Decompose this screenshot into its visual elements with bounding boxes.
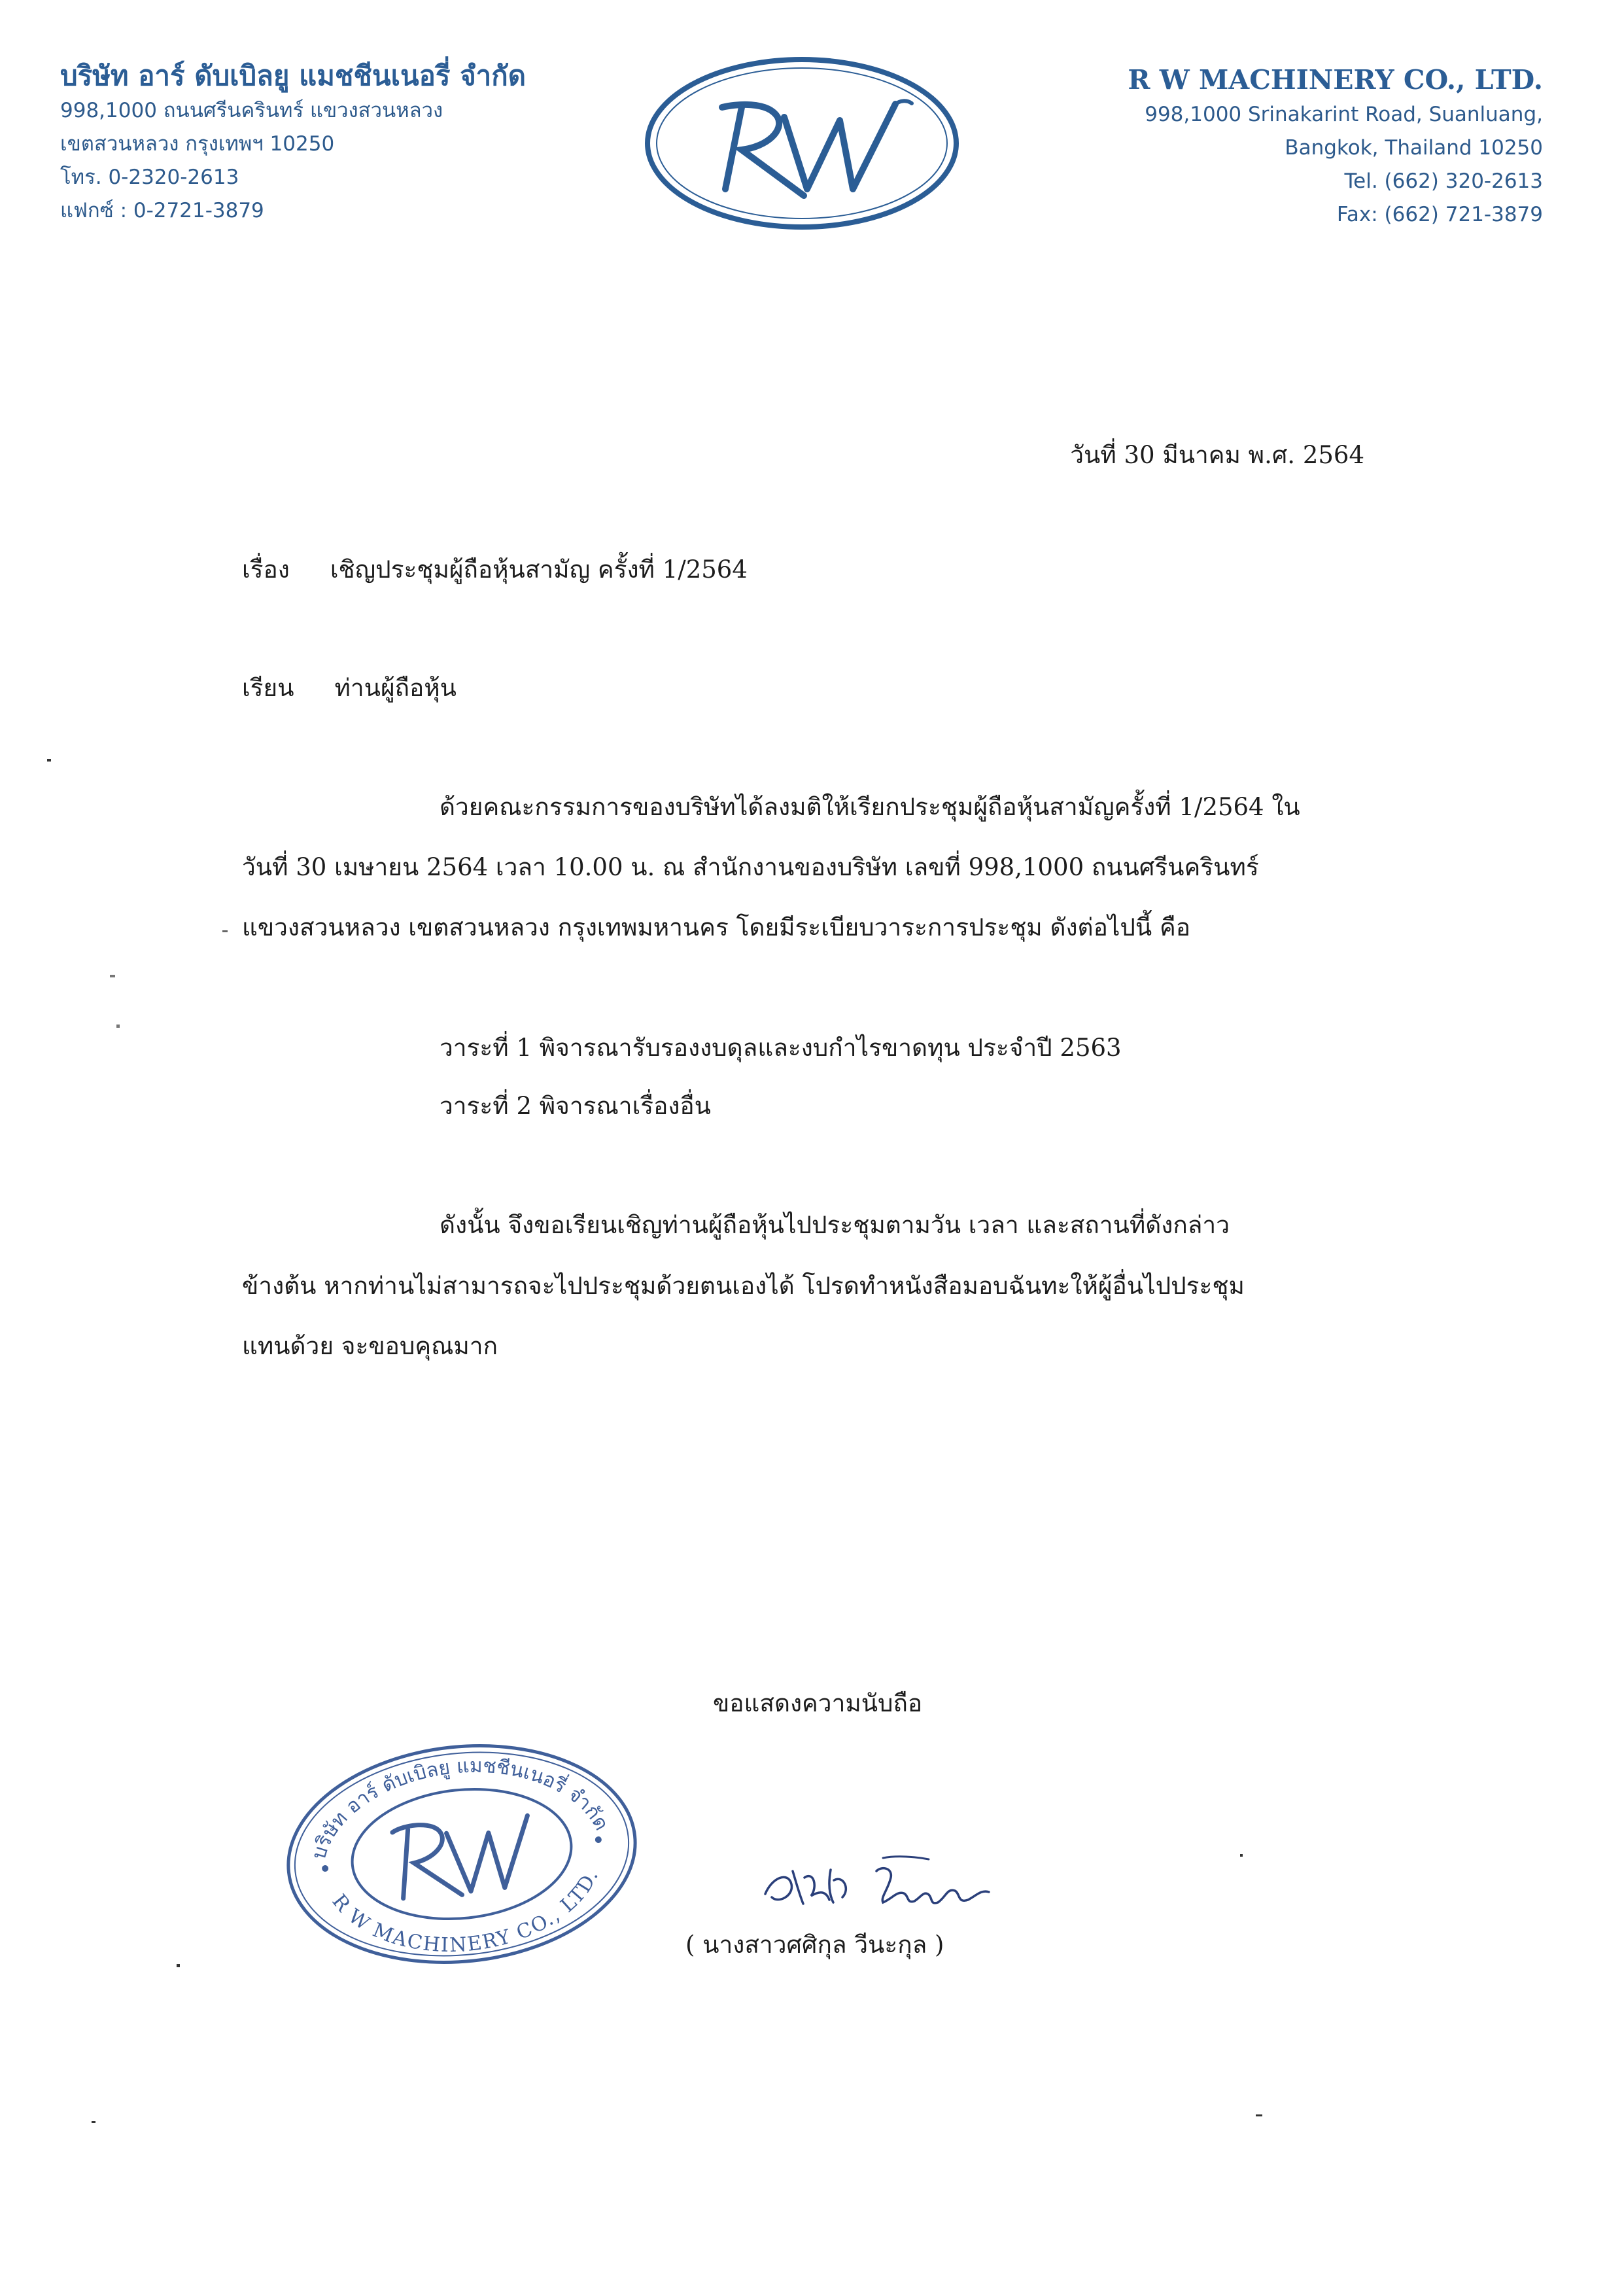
- scan-speck: [110, 975, 115, 977]
- signatory-name: ( นางสาวศศิกุล วีนะกุล ): [685, 1931, 944, 1959]
- agenda-item-1: วาระที่ 1 พิจารณารับรองงบดุลและงบกำไรขาดทุน ประจำปี 2563: [440, 1034, 1122, 1062]
- address-thai-line1: 998,1000 ถนนศรีนครินทร์ แขวงสวนหลวง: [60, 99, 443, 122]
- company-stamp: [283, 1740, 641, 1968]
- paragraph2-line2: ข้างต้น หากท่านไม่สามารถจะไปประชุมด้วยตนเองได้ โปรดทำหนังสือมอบฉันทะให้ผู้อื่นไปประชุม: [242, 1272, 1245, 1300]
- handwritten-signature: [752, 1832, 1001, 1923]
- scan-speck: [116, 1025, 120, 1028]
- company-logo: [644, 55, 960, 232]
- fax-english: Fax: (662) 721-3879: [1336, 203, 1543, 226]
- paragraph1-line2: วันที่ 30 เมษายน 2564 เวลา 10.00 น. ณ สำนักงานของบริษัท เลขที่ 998,1000 ถนนศรีนครินทร์: [242, 853, 1259, 881]
- scan-speck: [1240, 1854, 1243, 1857]
- stamp-thai-arc: บริษัท อาร์ ดับเบิลยู แมชชีนเนอรี่ จำกัด: [307, 1754, 613, 1863]
- company-name-thai: บริษัท อาร์ ดับเบิลยู แมชชีนเนอรี่ จำกัด: [60, 60, 526, 92]
- salutation-label: เรียน: [242, 674, 294, 702]
- scan-speck: [92, 2121, 95, 2123]
- paragraph2-line3: แทนด้วย จะขอบคุณมาก: [242, 1332, 498, 1360]
- subject-label: เรื่อง: [242, 555, 290, 584]
- letterhead-english: [1007, 61, 1543, 232]
- scan-speck: [222, 930, 228, 932]
- phone-english: Tel. (662) 320-2613: [1344, 169, 1543, 193]
- address-english-line2: Bangkok, Thailand 10250: [1285, 136, 1543, 160]
- stamp-english-arc: R W MACHINERY CO., LTD.: [327, 1866, 604, 1957]
- address-thai-line2: เขตสวนหลวง กรุงเทพฯ 10250: [60, 132, 335, 156]
- salutation-line: [242, 673, 457, 704]
- paragraph2-line1: ดังนั้น จึงขอเรียนเชิญท่านผู้ถือหุ้นไปประชุมตามวัน เวลา และสถานที่ดังกล่าว: [440, 1211, 1230, 1239]
- subject-text: เชิญประชุมผู้ถือหุ้นสามัญ ครั้งที่ 1/2564: [330, 555, 748, 584]
- scan-speck: [177, 1964, 180, 1967]
- fax-thai: แฟกซ์ : 0-2721-3879: [60, 199, 264, 222]
- phone-thai: โทร. 0-2320-2613: [60, 166, 239, 189]
- paragraph1-line3: แขวงสวนหลวง เขตสวนหลวง กรุงเทพมหานคร โดยมีระเบียบวาระการประชุม ดังต่อไปนี้ คือ: [242, 913, 1190, 941]
- scan-speck: [1256, 2114, 1262, 2116]
- scan-speck: [47, 759, 51, 762]
- closing-text: ขอแสดงความนับถือ: [713, 1689, 923, 1717]
- address-english-line1: 998,1000 Srinakarint Road, Suanluang,: [1145, 103, 1543, 126]
- letterhead-thai: [60, 58, 596, 228]
- company-name-english: R W MACHINERY CO., LTD.: [1128, 64, 1543, 96]
- letter-date: วันที่ 30 มีนาคม พ.ศ. 2564: [1070, 441, 1364, 469]
- subject-line: [242, 554, 748, 586]
- agenda-item-2: วาระที่ 2 พิจารณาเรื่องอื่น: [440, 1092, 711, 1120]
- salutation-text: ท่านผู้ถือหุ้น: [334, 674, 457, 702]
- paragraph1-line1: ด้วยคณะกรรมการของบริษัทได้ลงมติให้เรียกประชุมผู้ถือหุ้นสามัญครั้งที่ 1/2564 ใน: [440, 793, 1300, 821]
